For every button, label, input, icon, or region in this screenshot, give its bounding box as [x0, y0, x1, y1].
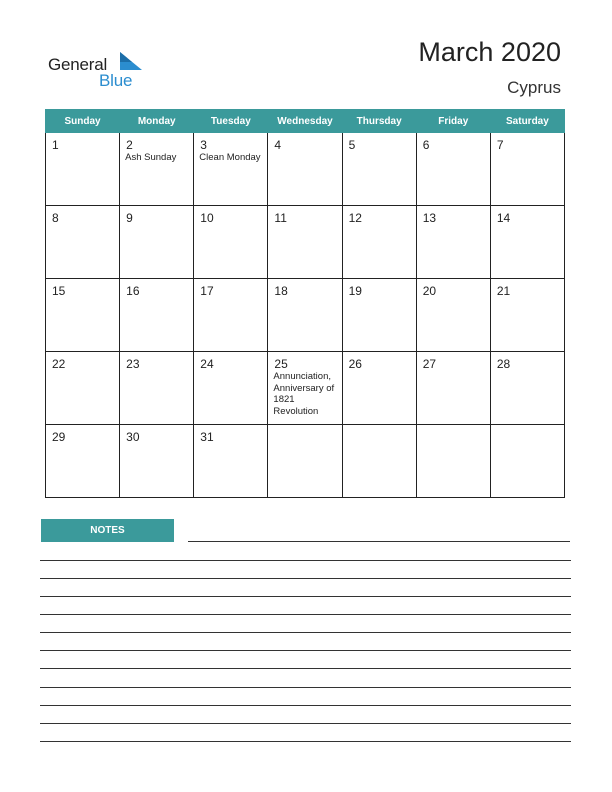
- note-line: [40, 741, 571, 742]
- day-number: 3: [200, 138, 207, 152]
- note-line: [40, 705, 571, 706]
- weekday-header-row: [46, 110, 565, 133]
- logo-triangle-icon: [120, 52, 142, 72]
- calendar-day-cell: [268, 133, 342, 206]
- note-line: [40, 614, 571, 615]
- day-number: 10: [200, 211, 214, 225]
- calendar-day-cell: [490, 133, 564, 206]
- day-number: 17: [200, 284, 214, 298]
- day-number: 16: [126, 284, 140, 298]
- note-line: [188, 541, 570, 542]
- note-line: [40, 650, 571, 651]
- day-number: 18: [274, 284, 288, 298]
- weekday-header: Friday: [416, 110, 490, 133]
- calendar-day-cell: [268, 425, 342, 498]
- calendar-day-cell: [342, 133, 416, 206]
- calendar-day-cell: [120, 279, 194, 352]
- calendar-week-row: [46, 279, 565, 352]
- day-number: 22: [52, 357, 66, 371]
- calendar-week-row: [46, 206, 565, 279]
- day-number: 8: [52, 211, 59, 225]
- calendar-day-cell: [490, 425, 564, 498]
- calendar-body: [46, 133, 565, 498]
- day-number: 5: [348, 138, 356, 152]
- calendar-day-cell: [416, 425, 490, 498]
- calendar-day-cell: [120, 352, 194, 425]
- calendar-day-cell: [416, 206, 490, 279]
- calendar-day-cell: [46, 133, 120, 206]
- note-line: [40, 687, 571, 688]
- calendar-day-cell: [194, 352, 268, 425]
- holiday-label: Ash Sunday: [125, 152, 177, 163]
- day-number: 9: [126, 211, 133, 225]
- weekday-header: Wednesday: [268, 110, 342, 133]
- logo-blue-text: Blue: [99, 71, 133, 90]
- day-number: 11: [274, 211, 287, 225]
- day-number: 19: [348, 284, 362, 298]
- calendar-day-cell: [416, 133, 490, 206]
- calendar-day-cell: [268, 206, 342, 279]
- calendar-day-cell: [194, 279, 268, 352]
- day-number: 2: [126, 138, 133, 152]
- calendar-day-cell: [120, 206, 194, 279]
- calendar-day-cell: [268, 279, 342, 352]
- weekday-header: Thursday: [342, 110, 416, 133]
- day-number: 1: [52, 138, 59, 152]
- day-number: 20: [422, 284, 437, 298]
- day-number: 4: [274, 138, 282, 152]
- day-number: 31: [200, 430, 214, 444]
- calendar-grid: [45, 109, 565, 498]
- day-number: 23: [126, 357, 140, 371]
- weekday-header: Monday: [120, 110, 194, 133]
- calendar-day-cell: [46, 279, 120, 352]
- note-line: [40, 668, 571, 669]
- calendar-day-cell: [342, 352, 416, 425]
- calendar-week-row: [46, 425, 565, 498]
- calendar-day-cell: [46, 352, 120, 425]
- calendar-day-cell: [490, 206, 564, 279]
- general-blue-logo: [48, 52, 158, 92]
- day-number: 7: [496, 138, 504, 152]
- weekday-header: Sunday: [46, 110, 120, 133]
- weekday-header: Saturday: [490, 110, 564, 133]
- note-line: [40, 723, 571, 724]
- calendar-day-cell: [416, 352, 490, 425]
- day-number: 24: [200, 357, 214, 371]
- holiday-label: Annunciation, Anniversary of 1821 Revolution: [273, 371, 335, 417]
- day-number: 26: [348, 357, 362, 371]
- calendar-day-cell: [194, 133, 268, 206]
- calendar-day-cell: [342, 425, 416, 498]
- day-number: 14: [496, 211, 511, 225]
- day-number: 28: [496, 357, 511, 371]
- day-number: 27: [422, 357, 437, 371]
- calendar-day-cell: [120, 425, 194, 498]
- day-number: 25: [274, 357, 288, 371]
- day-number: 30: [126, 430, 140, 444]
- holiday-label: Clean Monday: [199, 152, 261, 163]
- calendar-day-cell: [490, 279, 564, 352]
- day-number: 29: [52, 430, 66, 444]
- note-line: [40, 596, 571, 597]
- calendar-day-cell: [342, 206, 416, 279]
- calendar-day-cell: [268, 352, 342, 425]
- day-number: 12: [348, 211, 362, 225]
- day-number: 6: [422, 138, 430, 152]
- calendar-day-cell: [120, 133, 194, 206]
- weekday-header: Tuesday: [194, 110, 268, 133]
- calendar-day-cell: [342, 279, 416, 352]
- calendar-week-row: [46, 133, 565, 206]
- logo-general-text: General: [48, 55, 108, 74]
- calendar-day-cell: [46, 425, 120, 498]
- day-number: 13: [422, 211, 437, 225]
- country-name: Cyprus: [507, 78, 561, 97]
- calendar-day-cell: [46, 206, 120, 279]
- note-line: [40, 578, 571, 579]
- calendar-day-cell: [490, 352, 564, 425]
- calendar-day-cell: [194, 206, 268, 279]
- calendar-day-cell: [416, 279, 490, 352]
- calendar-week-row: [46, 352, 565, 425]
- day-number: 15: [52, 284, 66, 298]
- page-title: March 2020: [418, 37, 561, 67]
- day-number: 21: [496, 284, 511, 298]
- note-line: [40, 632, 571, 633]
- note-line: [40, 560, 571, 561]
- calendar-day-cell: [194, 425, 268, 498]
- notes-label: NOTES: [41, 519, 174, 542]
